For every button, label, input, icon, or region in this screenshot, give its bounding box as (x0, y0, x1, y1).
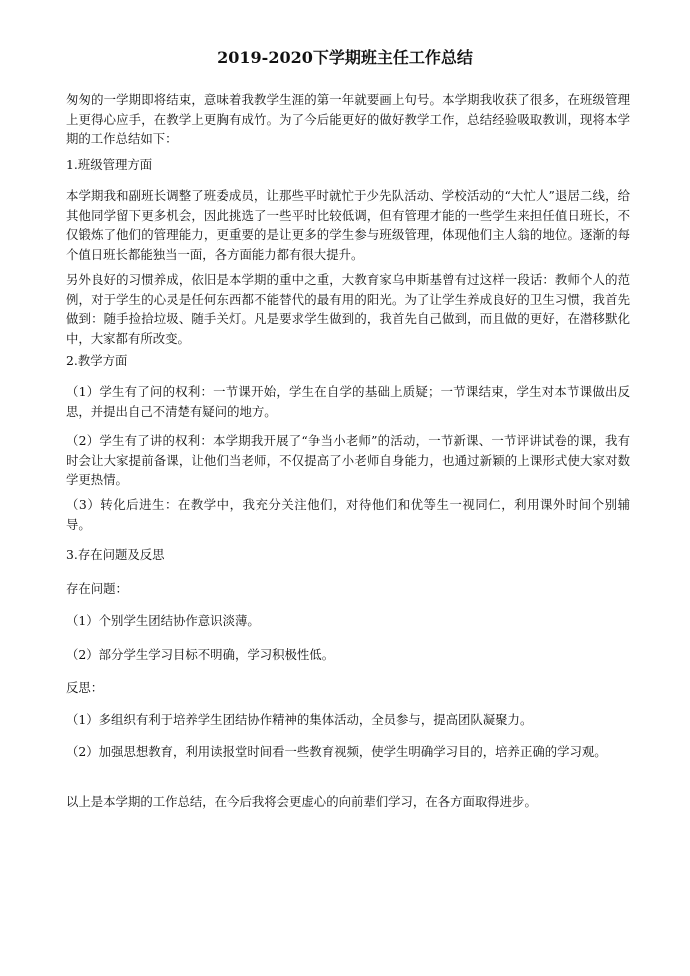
problem-item-2: （2）部分学生学习目标不明确，学习积极性低。 (66, 647, 335, 662)
class-management-paragraph-1: 本学期我和副班长调整了班委成员，让那些平时就忙于少先队活动、学校活动的“大忙人”退居二线，给其他同学留下更多机会，因此挑选了一些平时比较低调，但有管理才能的一些学生来担任值日班长，不仅锻炼了他们的管理能力，更重要的是让更多的学生参与班级管理，体现他们主人翁的地位。逐渐的每个值日班长都能独当一面，各方面能力都有很大提升。 (66, 188, 630, 262)
section-heading-problems-reflection: 3.存在问题及反思 (66, 547, 165, 562)
teaching-item-1: （1）学生有了问的权利：一节课开始，学生在自学的基础上质疑；一节课结束，学生对本节课做出反思，并提出自己不清楚有疑问的地方。 (66, 384, 630, 419)
reflection-item-2: （2）加强思想教育，利用读报堂时间看一些教育视频，使学生明确学习目的，培养正确的学习观。 (66, 744, 607, 759)
teaching-item-3: （3）转化后进生：在教学中，我充分关注他们，对待他们和优等生一视同仁，利用课外时间个别辅导。 (66, 497, 630, 532)
problem-item-1: （1）个别学生团结协作意识淡薄。 (66, 613, 260, 628)
teaching-item-2: （2）学生有了讲的权利：本学期我开展了“争当小老师”的活动，一节新课、一节评讲试卷的课，我有时会让大家提前备课，让他们当老师，不仅提高了小老师自身能力，也通过新颖的上课形式使大家对数学更热情。 (66, 433, 630, 487)
document-title: 2019-2020下学期班主任工作总结 (217, 48, 473, 67)
section-heading-teaching: 2.教学方面 (66, 353, 128, 368)
reflection-label: 反思： (66, 680, 104, 695)
closing-paragraph: 以上是本学期的工作总结，在今后我将会更虚心的向前辈们学习，在各方面取得进步。 (66, 794, 537, 809)
problems-label: 存在问题： (66, 581, 128, 596)
class-management-paragraph-2: 另外良好的习惯养成，依旧是本学期的重中之重，大教育家乌申斯基曾有过这样一段话：教师个人的范例，对于学生的心灵是任何东西都不能替代的最有用的阳光。为了让学生养成良好的卫生习惯，我首先做到：随手捡拾垃圾、随手关灯。凡是要求学生做到的，我首先自己做到，而且做的更好，在潜移默化中，大家都有所改变。 (66, 272, 630, 346)
section-heading-class-management: 1.班级管理方面 (66, 157, 153, 172)
intro-paragraph: 匆匆的一学期即将结束，意味着我教学生涯的第一年就要画上句号。本学期我收获了很多，在班级管理上更得心应手，在教学上更胸有成竹。为了今后能更好的做好教学工作，总结经验吸取教训，现将本学期的工作总结如下： (66, 92, 630, 146)
reflection-item-1: （1）多组织有利于培养学生团结协作精神的集体活动，全员参与，提高团队凝聚力。 (66, 712, 533, 727)
